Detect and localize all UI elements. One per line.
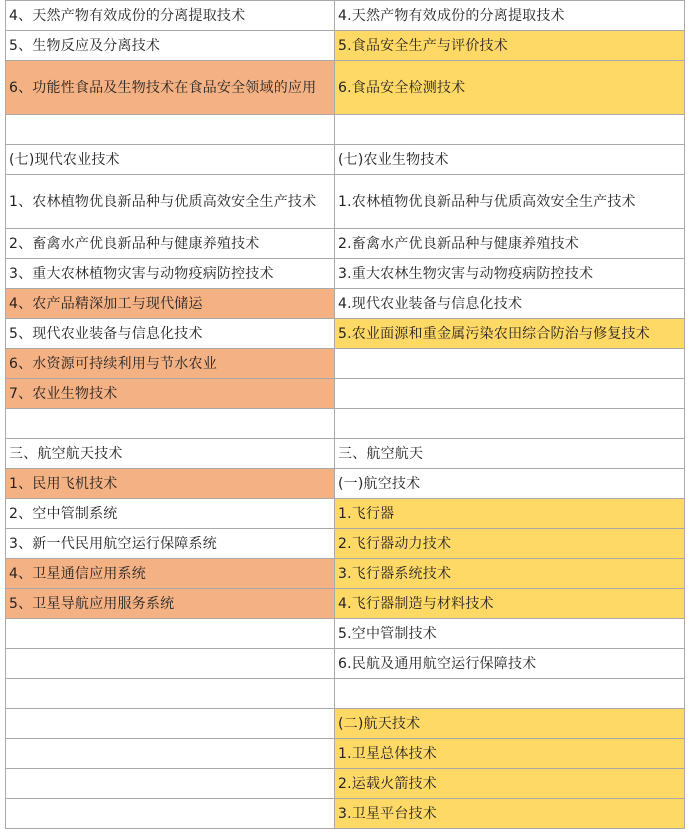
right-cell bbox=[335, 115, 685, 145]
table-row bbox=[6, 799, 685, 829]
right-cell: 2.运载火箭技术 bbox=[335, 769, 685, 799]
right-cell: 6.民航及通用航空运行保障技术 bbox=[335, 649, 685, 679]
right-cell: 4.天然产物有效成份的分离提取技术 bbox=[335, 1, 685, 31]
table-row bbox=[6, 709, 685, 739]
left-cell: 1、民用飞机技术 bbox=[6, 469, 335, 499]
table-row bbox=[6, 289, 685, 319]
table-row bbox=[6, 31, 685, 61]
right-cell: 1.飞行器 bbox=[335, 499, 685, 529]
table-row bbox=[6, 439, 685, 469]
left-cell bbox=[6, 709, 335, 739]
right-cell: (七)农业生物技术 bbox=[335, 145, 685, 175]
right-cell bbox=[335, 679, 685, 709]
right-cell: 3.飞行器系统技术 bbox=[335, 559, 685, 589]
table-row bbox=[6, 619, 685, 649]
comparison-table-body bbox=[6, 1, 685, 829]
right-cell: 4.现代农业装备与信息化技术 bbox=[335, 289, 685, 319]
table-row bbox=[6, 529, 685, 559]
left-cell bbox=[6, 769, 335, 799]
table-row bbox=[6, 145, 685, 175]
right-cell: 3.重大农林生物灾害与动物疫病防控技术 bbox=[335, 259, 685, 289]
left-cell bbox=[6, 799, 335, 829]
table-row bbox=[6, 379, 685, 409]
table-row bbox=[6, 349, 685, 379]
right-cell: (二)航天技术 bbox=[335, 709, 685, 739]
table-row bbox=[6, 259, 685, 289]
right-cell: 5.农业面源和重金属污染农田综合防治与修复技术 bbox=[335, 319, 685, 349]
left-cell bbox=[6, 409, 335, 439]
left-cell: (七)现代农业技术 bbox=[6, 145, 335, 175]
left-cell: 三、航空航天技术 bbox=[6, 439, 335, 469]
table-row bbox=[6, 559, 685, 589]
left-cell bbox=[6, 739, 335, 769]
table-row bbox=[6, 229, 685, 259]
table-row bbox=[6, 769, 685, 799]
left-cell: 5、生物反应及分离技术 bbox=[6, 31, 335, 61]
table-row bbox=[6, 409, 685, 439]
right-cell: 1.农林植物优良新品种与优质高效安全生产技术 bbox=[335, 175, 685, 229]
table-row bbox=[6, 739, 685, 769]
right-cell: 5.食品安全生产与评价技术 bbox=[335, 31, 685, 61]
left-cell: 2、畜禽水产优良新品种与健康养殖技术 bbox=[6, 229, 335, 259]
comparison-table bbox=[5, 0, 685, 829]
table-row bbox=[6, 499, 685, 529]
left-cell: 4、农产品精深加工与现代储运 bbox=[6, 289, 335, 319]
right-cell: 6.食品安全检测技术 bbox=[335, 61, 685, 115]
left-cell bbox=[6, 115, 335, 145]
left-cell: 6、功能性食品及生物技术在食品安全领域的应用 bbox=[6, 61, 335, 115]
right-cell: 5.空中管制技术 bbox=[335, 619, 685, 649]
table-row bbox=[6, 469, 685, 499]
table-row bbox=[6, 319, 685, 349]
right-cell: 4.飞行器制造与材料技术 bbox=[335, 589, 685, 619]
right-cell: 1.卫星总体技术 bbox=[335, 739, 685, 769]
right-cell: 2.飞行器动力技术 bbox=[335, 529, 685, 559]
left-cell bbox=[6, 619, 335, 649]
right-cell: 2.畜禽水产优良新品种与健康养殖技术 bbox=[335, 229, 685, 259]
right-cell: 三、航空航天 bbox=[335, 439, 685, 469]
table-row bbox=[6, 175, 685, 229]
left-cell bbox=[6, 649, 335, 679]
left-cell: 2、空中管制系统 bbox=[6, 499, 335, 529]
right-cell bbox=[335, 409, 685, 439]
left-cell bbox=[6, 679, 335, 709]
left-cell: 4、卫星通信应用系统 bbox=[6, 559, 335, 589]
right-cell: (一)航空技术 bbox=[335, 469, 685, 499]
left-cell: 4、天然产物有效成份的分离提取技术 bbox=[6, 1, 335, 31]
table-row bbox=[6, 61, 685, 115]
table-row bbox=[6, 115, 685, 145]
left-cell: 3、重大农林植物灾害与动物疫病防控技术 bbox=[6, 259, 335, 289]
left-cell: 6、水资源可持续利用与节水农业 bbox=[6, 349, 335, 379]
right-cell bbox=[335, 349, 685, 379]
table-row bbox=[6, 679, 685, 709]
left-cell: 5、现代农业装备与信息化技术 bbox=[6, 319, 335, 349]
left-cell: 1、农林植物优良新品种与优质高效安全生产技术 bbox=[6, 175, 335, 229]
table-row bbox=[6, 589, 685, 619]
left-cell: 3、新一代民用航空运行保障系统 bbox=[6, 529, 335, 559]
right-cell bbox=[335, 379, 685, 409]
right-cell: 3.卫星平台技术 bbox=[335, 799, 685, 829]
table-row bbox=[6, 649, 685, 679]
left-cell: 7、农业生物技术 bbox=[6, 379, 335, 409]
table-row bbox=[6, 1, 685, 31]
left-cell: 5、卫星导航应用服务系统 bbox=[6, 589, 335, 619]
